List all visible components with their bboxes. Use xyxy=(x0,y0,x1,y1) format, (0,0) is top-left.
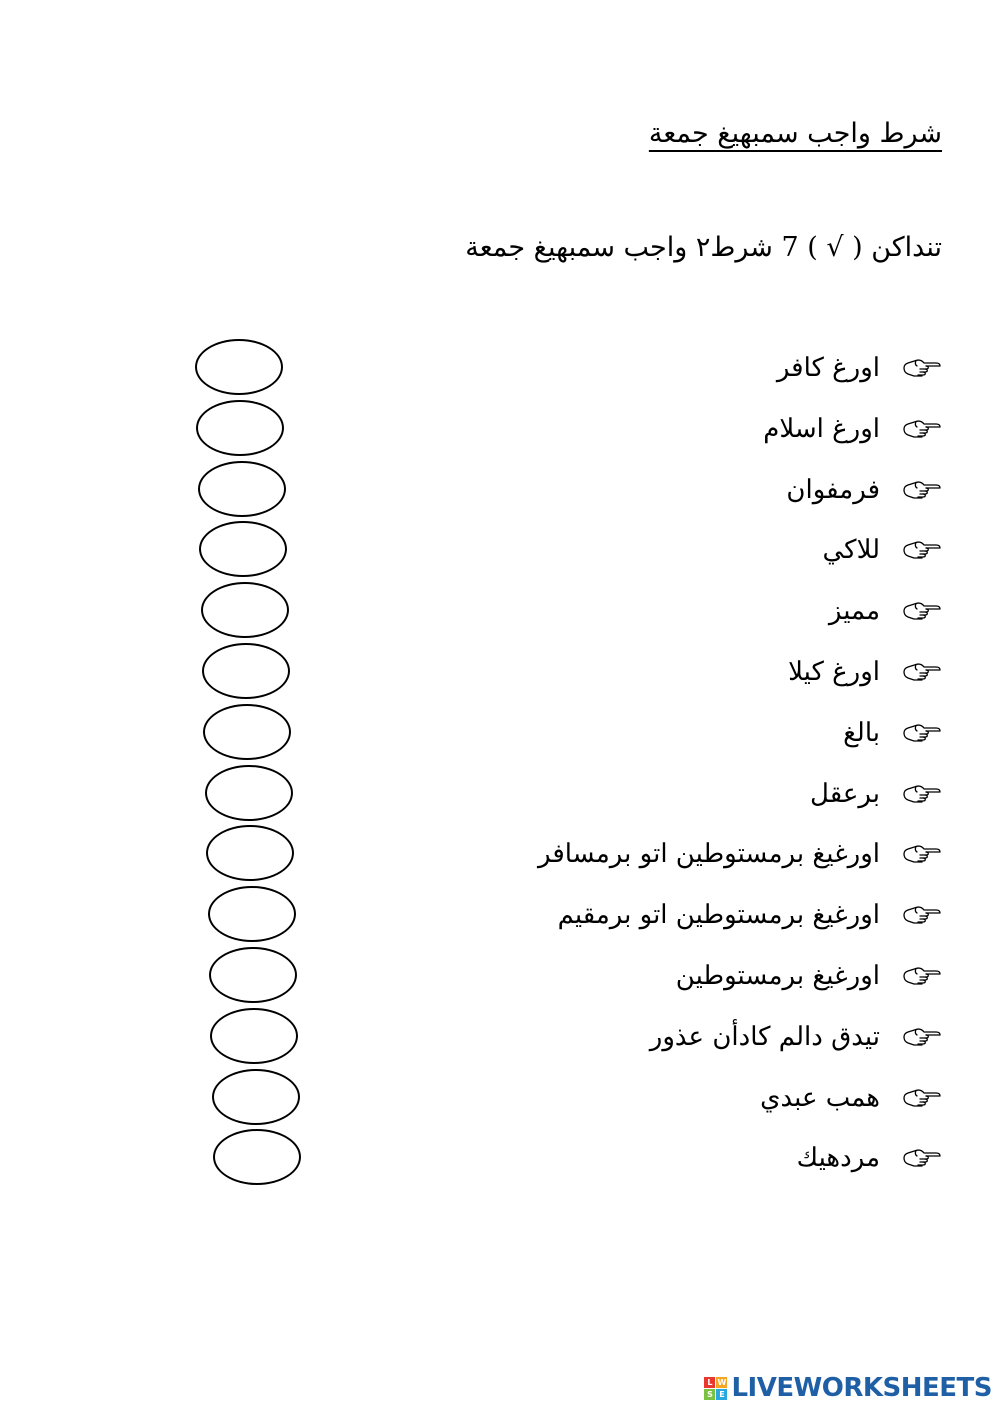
item-label: للاكي xyxy=(822,535,880,566)
item-label: اورغيغ برمستوطين اتو برمسافر xyxy=(537,839,880,870)
answer-oval[interactable] xyxy=(205,765,293,821)
answer-oval[interactable] xyxy=(203,704,291,760)
list-item xyxy=(843,711,942,755)
list-item xyxy=(538,832,942,876)
item-label: اورغ اسلام xyxy=(763,413,880,444)
answer-oval[interactable] xyxy=(209,947,297,1003)
item-label: تيدق دالم كادأن عذور xyxy=(649,1021,880,1052)
list-item xyxy=(823,528,942,572)
brand-logo-cell: E xyxy=(716,1389,727,1400)
list-item xyxy=(676,954,942,998)
pointing-hand-icon xyxy=(902,722,942,744)
brand-logo-cell: L xyxy=(704,1377,715,1388)
answer-oval[interactable] xyxy=(195,339,283,395)
item-label: اورغ كافر xyxy=(776,353,880,383)
item-label: برعقل xyxy=(810,778,880,809)
brand-footer xyxy=(704,1373,992,1403)
list-item xyxy=(650,1015,942,1059)
pointing-hand-icon xyxy=(902,418,942,440)
pointing-hand-icon xyxy=(902,904,942,926)
pointing-hand-icon xyxy=(902,843,942,865)
list-item xyxy=(810,772,942,816)
item-label: مردهيك xyxy=(796,1143,880,1174)
answer-oval[interactable] xyxy=(196,400,284,456)
list-item xyxy=(763,407,942,451)
list-item xyxy=(788,650,942,694)
pointing-hand-icon xyxy=(902,1147,942,1169)
brand-logo-icon xyxy=(704,1377,727,1400)
worksheet-title: شرط واجب سمبهيغ جمعة xyxy=(648,118,942,149)
pointing-hand-icon xyxy=(902,479,942,501)
pointing-hand-icon xyxy=(902,600,942,622)
answer-oval[interactable] xyxy=(212,1069,300,1125)
item-label: همب عبدي xyxy=(760,1082,880,1113)
answer-oval[interactable] xyxy=(206,825,294,881)
pointing-hand-icon xyxy=(902,661,942,683)
answer-oval[interactable] xyxy=(210,1008,298,1064)
answer-oval[interactable] xyxy=(198,461,286,517)
instruction-text: تنداكن ( √ ) 7 شرط٢ واجب سمبهيغ جمعة xyxy=(465,232,942,263)
list-item xyxy=(558,893,942,937)
answer-oval[interactable] xyxy=(213,1129,301,1185)
pointing-hand-icon xyxy=(902,357,942,379)
answer-oval[interactable] xyxy=(202,643,290,699)
pointing-hand-icon xyxy=(902,783,942,805)
item-label: اورغيغ برمستوطين xyxy=(675,961,880,991)
brand-logo-cell: S xyxy=(704,1389,715,1400)
pointing-hand-icon xyxy=(902,1087,942,1109)
item-label: اورغيغ برمستوطين اتو برمقيم xyxy=(557,900,880,931)
pointing-hand-icon xyxy=(902,965,942,987)
pointing-hand-icon xyxy=(902,539,942,561)
answer-oval[interactable] xyxy=(208,886,296,942)
answer-oval[interactable] xyxy=(199,521,287,577)
list-item xyxy=(829,589,942,633)
item-label: مميز xyxy=(828,596,880,627)
item-label: اورغ كيلا xyxy=(788,657,880,687)
list-item xyxy=(786,468,942,512)
list-item xyxy=(797,1136,942,1180)
list-item xyxy=(777,346,942,390)
answer-oval[interactable] xyxy=(201,582,289,638)
list-item xyxy=(760,1076,942,1120)
brand-name: LIVEWORKSHEETS xyxy=(731,1373,992,1403)
pointing-hand-icon xyxy=(902,1026,942,1048)
item-label: فرمفوان xyxy=(786,474,880,505)
item-label: بالغ xyxy=(843,717,880,748)
brand-logo-cell: W xyxy=(717,1377,727,1387)
